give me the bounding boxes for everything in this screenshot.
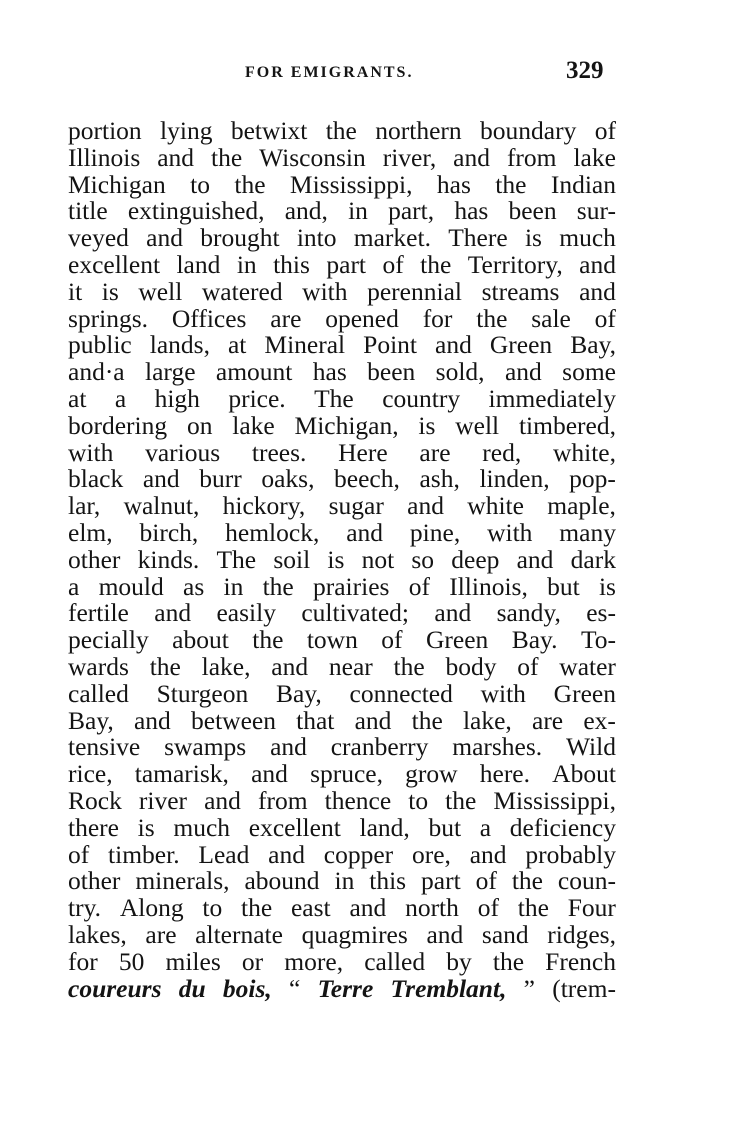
word: timber. xyxy=(108,839,180,869)
word: for xyxy=(422,303,453,333)
word: minerals, xyxy=(135,866,230,896)
word: more, xyxy=(284,946,344,976)
word: the xyxy=(476,303,508,333)
text-line xyxy=(68,118,616,145)
word: land, xyxy=(359,812,410,842)
word: bordering xyxy=(68,410,168,440)
word: land xyxy=(176,249,221,279)
word: lar, xyxy=(68,491,101,521)
word: veyed xyxy=(68,223,129,253)
word: body xyxy=(445,651,497,681)
word: to xyxy=(202,893,223,923)
text-line xyxy=(68,276,616,306)
word: sand xyxy=(481,919,529,949)
text-line xyxy=(68,359,616,386)
text-line xyxy=(68,839,616,869)
word: as xyxy=(183,571,205,601)
word: some xyxy=(562,357,616,387)
word: the xyxy=(411,705,443,735)
word: and xyxy=(142,464,180,494)
word: lands, xyxy=(149,330,210,360)
word: Terre xyxy=(317,973,374,1003)
word: streams xyxy=(481,276,560,306)
word: and xyxy=(435,330,472,360)
word: walnut, xyxy=(123,491,200,521)
word: alternate xyxy=(195,919,283,949)
word: of xyxy=(594,116,616,145)
word: into xyxy=(296,223,337,253)
text-line xyxy=(68,571,616,601)
word: es- xyxy=(586,598,616,628)
word: white, xyxy=(552,437,616,467)
word: Offices xyxy=(171,303,247,333)
word: of xyxy=(477,893,499,923)
word: here. xyxy=(479,759,531,789)
text-line xyxy=(68,600,616,627)
word: a xyxy=(68,571,80,601)
word: ex- xyxy=(583,705,616,735)
word: near xyxy=(328,651,373,681)
word: much xyxy=(173,812,231,842)
word: quagmires xyxy=(301,919,408,949)
text-line xyxy=(68,437,616,467)
word: well xyxy=(455,410,500,440)
word: called xyxy=(68,678,129,708)
word: is xyxy=(418,410,436,440)
word: timbered, xyxy=(518,410,616,440)
word: red, xyxy=(482,437,522,467)
word: (trem- xyxy=(552,973,616,1003)
word: excellent xyxy=(248,812,341,842)
text-line xyxy=(68,517,616,547)
word: Tremblant, xyxy=(390,973,507,1003)
word: and xyxy=(270,732,307,762)
word: grow xyxy=(405,759,458,789)
word: lake xyxy=(232,410,275,440)
word: of xyxy=(68,839,90,869)
word: part xyxy=(421,866,461,896)
text-line xyxy=(68,225,616,252)
word: white xyxy=(467,491,524,521)
word: the xyxy=(262,571,294,601)
text-line xyxy=(68,249,616,279)
word: dark xyxy=(570,544,616,574)
word: sold, xyxy=(435,357,485,387)
word: ridges, xyxy=(547,919,616,949)
text-line xyxy=(68,142,616,172)
word: is xyxy=(327,544,345,574)
word: a xyxy=(114,383,127,413)
word: Green xyxy=(425,625,489,655)
word: from xyxy=(257,785,308,815)
word: easily xyxy=(216,598,276,628)
word: and xyxy=(504,357,542,387)
text-line xyxy=(68,868,616,895)
word: about xyxy=(172,625,229,655)
word: Illinois, xyxy=(449,571,528,601)
word: Michigan xyxy=(68,169,166,199)
word: deficiency xyxy=(509,812,616,842)
word: hemlock, xyxy=(225,517,320,547)
word: market. xyxy=(353,223,431,253)
word: water xyxy=(559,651,616,681)
text-line xyxy=(68,678,616,708)
word: ore, xyxy=(411,839,451,869)
word: extinguished, xyxy=(127,196,265,226)
word: in xyxy=(223,571,244,601)
word: the xyxy=(241,893,273,923)
word: Four xyxy=(567,893,616,923)
word: try. xyxy=(68,893,102,923)
text-line xyxy=(68,705,616,735)
word: and xyxy=(346,517,384,547)
word: oaks, xyxy=(261,464,315,494)
word: for xyxy=(68,946,98,976)
word: lying xyxy=(160,116,213,145)
word: in xyxy=(236,249,257,279)
word: of xyxy=(594,303,616,333)
word: to xyxy=(408,785,429,815)
word: sandy, xyxy=(496,598,561,628)
word: pecially xyxy=(68,625,149,655)
word: the xyxy=(234,169,266,199)
text-line xyxy=(68,383,616,413)
word: many xyxy=(559,517,616,547)
word: and xyxy=(354,705,392,735)
word: and xyxy=(146,223,183,253)
word: Bay, xyxy=(570,330,616,360)
word: coureurs xyxy=(68,973,162,1003)
text-line xyxy=(68,544,616,574)
word: lake xyxy=(573,142,616,172)
word: bois, xyxy=(222,973,272,1003)
word: lakes, xyxy=(68,919,127,949)
word: swamps xyxy=(164,732,247,762)
word: and xyxy=(251,759,288,789)
word: and xyxy=(579,276,616,306)
word: cranberry xyxy=(330,732,429,762)
word: and xyxy=(469,839,507,869)
word: river, xyxy=(382,142,437,172)
word: the xyxy=(445,785,477,815)
word: with xyxy=(302,276,348,306)
word: mould xyxy=(98,571,164,601)
word: in xyxy=(348,196,368,226)
word: springs. xyxy=(68,303,149,333)
text-line xyxy=(68,198,616,225)
word: east xyxy=(290,893,331,923)
word: Mineral xyxy=(264,330,346,360)
word: and xyxy=(154,598,192,628)
word: fertile xyxy=(68,598,129,628)
word: title xyxy=(68,196,108,226)
word: tensive xyxy=(68,732,141,762)
word: ash, xyxy=(419,464,460,494)
running-title: FOR EMIGRANTS. xyxy=(245,64,414,81)
word: of xyxy=(381,625,403,655)
word: are xyxy=(145,919,177,949)
word: perennial xyxy=(367,276,462,306)
word: has xyxy=(454,196,489,226)
word: portion xyxy=(68,116,142,145)
word: linden, xyxy=(479,464,550,494)
text-line xyxy=(68,812,616,842)
word: marshes. xyxy=(452,732,543,762)
word: lake, xyxy=(201,651,251,681)
word: has xyxy=(312,357,347,387)
word: high xyxy=(154,383,200,413)
text-line xyxy=(68,919,616,949)
word: lake, xyxy=(462,705,512,735)
word: various xyxy=(145,437,221,467)
word: country xyxy=(382,383,461,413)
word: hickory, xyxy=(222,491,306,521)
word: pop- xyxy=(569,464,616,494)
word: with xyxy=(487,517,533,547)
word: other xyxy=(68,544,121,574)
word: of xyxy=(475,866,497,896)
word: “ xyxy=(289,973,301,1003)
word: at xyxy=(68,383,87,413)
word: other xyxy=(68,866,121,896)
word: and xyxy=(268,839,305,869)
word: part xyxy=(326,249,367,279)
word: and xyxy=(434,598,472,628)
word: 50 xyxy=(118,946,145,976)
word: miles xyxy=(165,946,221,976)
text-line xyxy=(68,785,616,815)
word: much xyxy=(559,223,616,253)
word: Green xyxy=(553,678,616,708)
word: the xyxy=(517,893,549,923)
word: opened xyxy=(325,303,399,333)
word: is xyxy=(137,812,155,842)
word: trees. xyxy=(251,437,307,467)
word: or xyxy=(241,946,264,976)
word: town xyxy=(306,625,358,655)
word: Wisconsin xyxy=(259,142,366,172)
word: ” xyxy=(523,973,535,1003)
word: of xyxy=(517,651,539,681)
word: with xyxy=(68,437,114,467)
word: not xyxy=(361,544,395,574)
word: prairies xyxy=(313,571,390,601)
word: and xyxy=(579,249,616,279)
word: and xyxy=(271,651,309,681)
word: To- xyxy=(580,625,616,655)
word: between xyxy=(191,705,276,735)
word: tamarisk, xyxy=(134,759,229,789)
word: sugar xyxy=(328,491,384,521)
word: connected xyxy=(349,678,453,708)
word: are xyxy=(419,437,451,467)
word: Here xyxy=(338,437,388,467)
word: north xyxy=(405,893,459,923)
word: amount xyxy=(215,357,293,387)
text-line xyxy=(68,627,616,654)
word: Bay, xyxy=(275,678,322,708)
word: the xyxy=(511,866,543,896)
word: excellent xyxy=(68,249,161,279)
word: French xyxy=(545,946,616,976)
word: there xyxy=(68,812,119,842)
word: copper xyxy=(323,839,394,869)
word: and, xyxy=(284,196,328,226)
text-line xyxy=(68,734,616,761)
word: betwixt xyxy=(230,116,308,145)
word: boundary xyxy=(480,116,577,145)
word: on xyxy=(186,410,213,440)
word: and xyxy=(516,544,554,574)
word: and xyxy=(349,893,387,923)
word: price. xyxy=(228,383,286,413)
word: the xyxy=(420,249,452,279)
word: Illinois xyxy=(68,142,141,172)
word: of xyxy=(382,249,404,279)
word: beech, xyxy=(334,464,400,494)
word: and xyxy=(453,142,490,172)
word: and xyxy=(133,705,171,735)
word: the xyxy=(393,651,425,681)
word: birch, xyxy=(139,517,199,547)
word: The xyxy=(314,383,354,413)
word: Sturgeon xyxy=(156,678,249,708)
text-line xyxy=(68,169,616,199)
word: that xyxy=(296,705,335,735)
word: About xyxy=(552,759,616,789)
word: with xyxy=(480,678,526,708)
word: sur- xyxy=(576,196,616,226)
word: sale xyxy=(531,303,571,333)
word: been xyxy=(367,357,416,387)
text-line xyxy=(68,651,616,681)
text-line xyxy=(68,493,616,520)
word: Along xyxy=(119,893,184,923)
word: and xyxy=(157,142,195,172)
word: and xyxy=(407,491,444,521)
word: the xyxy=(492,946,525,976)
word: so xyxy=(411,544,435,574)
text-line xyxy=(68,332,616,359)
word: rice, xyxy=(68,759,113,789)
word: are xyxy=(532,705,564,735)
word: the xyxy=(252,625,284,655)
word: burr xyxy=(199,464,242,494)
word: Wild xyxy=(566,732,616,762)
word: at xyxy=(227,330,247,360)
word: Bay. xyxy=(511,625,558,655)
text-line xyxy=(68,946,616,976)
word: There xyxy=(448,223,508,253)
word: probably xyxy=(525,839,616,869)
word: pine, xyxy=(409,517,461,547)
page-number: 329 xyxy=(566,57,604,84)
word: abound xyxy=(244,866,320,896)
word: the xyxy=(149,651,181,681)
word: immediately xyxy=(488,383,616,413)
word: river xyxy=(138,785,188,815)
word: Mississippi, xyxy=(493,785,616,815)
word: this xyxy=(369,866,407,896)
word: the xyxy=(211,142,243,172)
word: Rock xyxy=(68,785,122,815)
word: is xyxy=(524,223,542,253)
word: well xyxy=(138,276,183,306)
word: Point xyxy=(363,330,418,360)
word: maple, xyxy=(547,491,616,521)
word: Bay, xyxy=(68,705,114,735)
word: it xyxy=(68,276,83,306)
word: the xyxy=(495,169,527,199)
word: has xyxy=(436,169,471,199)
word: du xyxy=(178,973,206,1003)
word: large xyxy=(145,357,196,387)
word: and xyxy=(426,919,464,949)
word: the xyxy=(325,116,357,145)
word: The xyxy=(216,544,257,574)
word: Green xyxy=(489,330,553,360)
word: part, xyxy=(388,196,435,226)
word: by xyxy=(446,946,472,976)
word: black xyxy=(68,464,124,494)
word: but xyxy=(547,571,580,601)
word: wards xyxy=(68,651,129,681)
word: but xyxy=(428,812,462,842)
word: been xyxy=(508,196,557,226)
word: Territory, xyxy=(467,249,563,279)
word: is xyxy=(101,276,119,306)
text-line xyxy=(68,973,616,1003)
word: and xyxy=(204,785,241,815)
text-line xyxy=(68,895,616,922)
word: Lead xyxy=(198,839,250,869)
word: Michigan, xyxy=(294,410,399,440)
word: is xyxy=(598,571,616,601)
text-line xyxy=(68,761,616,788)
word: of xyxy=(408,571,430,601)
word: this xyxy=(273,249,310,279)
text-line xyxy=(68,466,616,493)
word: called xyxy=(364,946,426,976)
word: thence xyxy=(324,785,392,815)
word: brought xyxy=(200,223,280,253)
word: coun- xyxy=(557,866,616,896)
word: to xyxy=(190,169,210,199)
body-text xyxy=(68,118,616,1002)
word: cultivated; xyxy=(301,598,409,628)
text-line xyxy=(68,303,616,333)
word: public xyxy=(68,330,132,360)
word: northern xyxy=(375,116,462,145)
word: from xyxy=(506,142,557,172)
word: a xyxy=(479,812,492,842)
word: are xyxy=(270,303,302,333)
text-line xyxy=(68,410,616,440)
word: spruce, xyxy=(310,759,384,789)
word: deep xyxy=(451,544,500,574)
word: watered xyxy=(201,276,283,306)
word: soil xyxy=(273,544,311,574)
word: Indian xyxy=(550,169,616,199)
word: Mississippi, xyxy=(289,169,413,199)
word: in xyxy=(334,866,355,896)
word: elm, xyxy=(68,517,113,547)
word: kinds. xyxy=(137,544,200,574)
word: and·a xyxy=(68,357,125,387)
